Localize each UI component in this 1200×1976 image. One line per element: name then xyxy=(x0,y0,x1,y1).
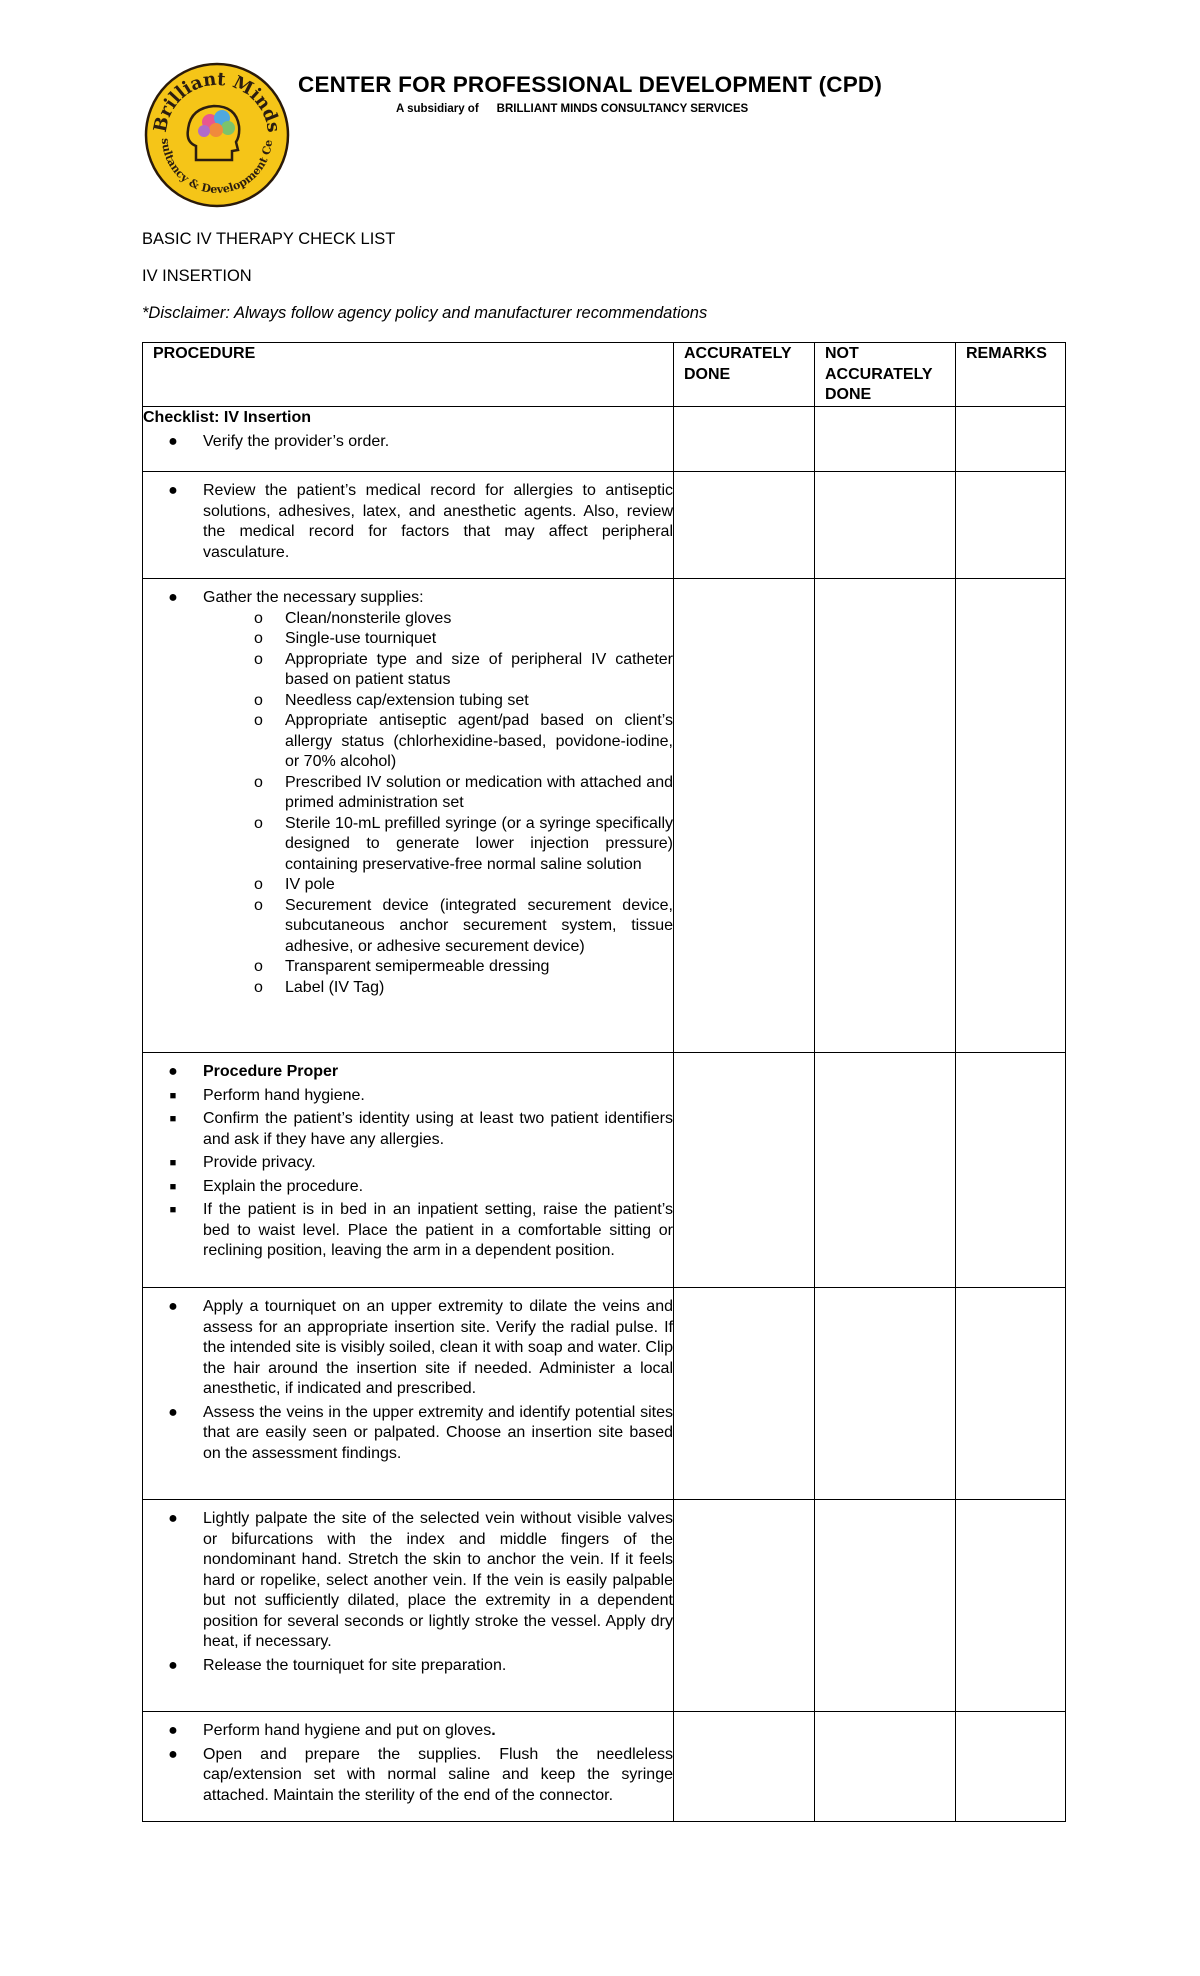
not-accurately-done-cell[interactable] xyxy=(815,1712,956,1822)
accurately-done-cell[interactable] xyxy=(674,472,815,579)
remarks-cell[interactable] xyxy=(956,1053,1066,1288)
remarks-cell[interactable] xyxy=(956,1288,1066,1500)
table-row xyxy=(143,579,1066,1053)
procedure-cell xyxy=(143,579,674,1053)
bullet-icon: ● xyxy=(168,1298,178,1315)
header-procedure: PROCEDURE xyxy=(143,343,674,407)
not-accurately-done-cell[interactable] xyxy=(815,407,956,472)
org-sub-name: BRILLIANT MINDS CONSULTANCY SERVICES xyxy=(496,103,749,115)
accurately-done-cell[interactable] xyxy=(674,407,815,472)
org-sub-prefix: A subsidiary of xyxy=(396,103,479,115)
circle-bullet-icon: o xyxy=(254,630,263,647)
square-bullet-icon: ■ xyxy=(169,1180,177,1193)
org-subtitle xyxy=(396,103,748,115)
not-accurately-done-cell[interactable] xyxy=(815,1500,956,1712)
list-item: Gather the necessary supplies: xyxy=(203,589,424,606)
remarks-cell[interactable] xyxy=(956,1712,1066,1822)
square-bullet-icon: ■ xyxy=(169,1157,177,1169)
table-row xyxy=(143,1500,1066,1712)
brilliant-minds-logo xyxy=(140,58,294,208)
not-accurately-done-cell[interactable] xyxy=(815,1053,956,1288)
table-row xyxy=(143,1053,1066,1288)
circle-bullet-icon: o xyxy=(254,773,263,791)
bullet-icon: ● xyxy=(168,432,178,450)
procedure-cell xyxy=(143,1712,674,1822)
procedure-cell xyxy=(143,1500,674,1712)
bullet-icon: ● xyxy=(168,589,178,606)
square-bullet-icon: ■ xyxy=(169,1204,177,1216)
svg-text:Brilliant Minds: Brilliant Minds xyxy=(149,68,284,135)
bullet-icon: ● xyxy=(168,482,178,499)
row-heading: Checklist: IV Insertion xyxy=(143,409,312,426)
bullet-icon: ● xyxy=(168,1403,178,1421)
org-title: CENTER FOR PROFESSIONAL DEVELOPMENT (CPD) xyxy=(298,72,883,97)
document-subtitle: IV INSERTION xyxy=(142,267,252,285)
procedure-cell xyxy=(143,407,674,472)
list-item: Perform hand hygiene. xyxy=(203,1086,365,1104)
list-item: Assess the veins in the upper extremity and identify potential sites that are easily seen or palpated. Choose an insertion site based on the assessment findings. xyxy=(203,1403,673,1462)
header-remarks: REMARKS xyxy=(956,343,1066,407)
circle-bullet-icon: o xyxy=(254,896,263,914)
accurately-done-cell[interactable] xyxy=(674,579,815,1053)
remarks-cell[interactable] xyxy=(956,407,1066,472)
list-item: Open and prepare the supplies. Flush the needleless cap/extension set with normal saline and keep the syringe attached. Maintain the sterility of the end of the connector. xyxy=(203,1745,673,1804)
bullet-icon: ● xyxy=(168,1510,178,1527)
circle-bullet-icon: o xyxy=(254,712,263,729)
header-not-accurately-done: NOT ACCURATELY DONE xyxy=(815,343,956,407)
checklist-table xyxy=(142,342,1066,1822)
supply-item: IV pole xyxy=(285,876,335,893)
supply-item: Prescribed IV solution or medication with attached and primed administration set xyxy=(285,773,673,811)
bullet-icon: ● xyxy=(168,1063,178,1080)
document-title: BASIC IV THERAPY CHECK LIST xyxy=(142,230,396,248)
list-item: Verify the provider’s order. xyxy=(203,432,390,450)
bullet-icon: ● xyxy=(168,1656,178,1674)
table-header-row xyxy=(143,343,1066,407)
supply-item: Appropriate type and size of peripheral IV catheter based on patient status xyxy=(285,650,673,688)
table-row xyxy=(143,1288,1066,1500)
table-row xyxy=(143,407,1066,472)
circle-bullet-icon: o xyxy=(254,958,263,975)
table-row xyxy=(143,472,1066,579)
accurately-done-cell[interactable] xyxy=(674,1053,815,1288)
accurately-done-cell[interactable] xyxy=(674,1288,815,1500)
procedure-cell xyxy=(143,472,674,579)
remarks-cell[interactable] xyxy=(956,472,1066,579)
circle-bullet-icon: o xyxy=(254,814,263,832)
supply-item: Securement device (integrated securement device, subcutaneous anchor securement system, tissue adhesive, or adhesive securement device) xyxy=(285,896,673,955)
supply-item: Sterile 10-mL prefilled syringe (or a syringe specifically designed to generate lower injection pressure) containing preservative-free normal saline solution xyxy=(285,814,673,873)
supply-item: Label (IV Tag) xyxy=(285,978,385,996)
list-item: Perform hand hygiene and put on gloves. xyxy=(203,1722,496,1739)
table-row xyxy=(143,1712,1066,1822)
square-bullet-icon: ■ xyxy=(169,1113,177,1125)
accurately-done-cell[interactable] xyxy=(674,1712,815,1822)
list-item: Explain the procedure. xyxy=(203,1177,364,1195)
not-accurately-done-cell[interactable] xyxy=(815,472,956,579)
bullet-icon: ● xyxy=(168,1745,178,1763)
supply-item: Single-use tourniquet xyxy=(285,630,437,647)
circle-bullet-icon: o xyxy=(254,650,263,668)
list-item: If the patient is in bed in an inpatient setting, raise the patient’s bed to waist level. Place the patient in a comfortable sitting or reclining position, leaving the arm in a dependent position. xyxy=(203,1201,673,1259)
supply-item: Appropriate antiseptic agent/pad based on client’s allergy status (chlorhexidine-based, povidone-iodine, or 70% alcohol) xyxy=(285,712,673,770)
not-accurately-done-cell[interactable] xyxy=(815,579,956,1053)
list-item: Release the tourniquet for site preparation. xyxy=(203,1656,507,1674)
circle-bullet-icon: o xyxy=(254,609,263,627)
circle-bullet-icon: o xyxy=(254,691,263,709)
row-heading: Procedure Proper xyxy=(203,1063,339,1080)
list-item: Confirm the patient’s identity using at least two patient identifiers and ask if they have any allergies. xyxy=(203,1110,673,1148)
square-bullet-icon: ■ xyxy=(169,1089,177,1102)
supply-item: Needless cap/extension tubing set xyxy=(285,691,529,709)
disclaimer: *Disclaimer: Always follow agency policy and manufacturer recommendations xyxy=(142,304,708,322)
procedure-cell xyxy=(143,1288,674,1500)
remarks-cell[interactable] xyxy=(956,1500,1066,1712)
bullet-icon: ● xyxy=(168,1722,178,1739)
not-accurately-done-cell[interactable] xyxy=(815,1288,956,1500)
supply-item: Transparent semipermeable dressing xyxy=(285,958,550,975)
header-accurately-done: ACCURATELY DONE xyxy=(674,343,815,407)
circle-bullet-icon: o xyxy=(254,978,263,996)
circle-bullet-icon: o xyxy=(254,876,263,893)
list-item: Lightly palpate the site of the selected vein without visible valves or bifurcations with the index and middle fingers of the nondominant hand. Stretch the skin to anchor the vein. If it feels hard or ropelike, select another vein. If the vein is easily palpable but not sufficiently dilated, place the extremity in a dependent position for several seconds or lightly stroke the vessel. Apply dry heat, if necessary. xyxy=(203,1510,673,1650)
svg-text:Consultancy & Development Cent: sultancy & Development Ce xyxy=(158,137,276,197)
list-item: Review the patient’s medical record for allergies to antiseptic solutions, adhesives, latex, and anesthetic agents. Also, review the medical record for factors that may affect peripheral vasculature. xyxy=(203,482,673,561)
accurately-done-cell[interactable] xyxy=(674,1500,815,1712)
list-item: Provide privacy. xyxy=(203,1154,316,1171)
procedure-cell xyxy=(143,1053,674,1288)
list-item: Apply a tourniquet on an upper extremity to dilate the veins and assess for an appropriate insertion site. Verify the radial pulse. If the intended site is visibly soiled, clean it with soap and water. Clip the hair around the insertion site if needed. Administer a local anesthetic, if indicated and prescribed. xyxy=(203,1298,673,1397)
remarks-cell[interactable] xyxy=(956,579,1066,1053)
supply-item: Clean/nonsterile gloves xyxy=(285,609,452,627)
